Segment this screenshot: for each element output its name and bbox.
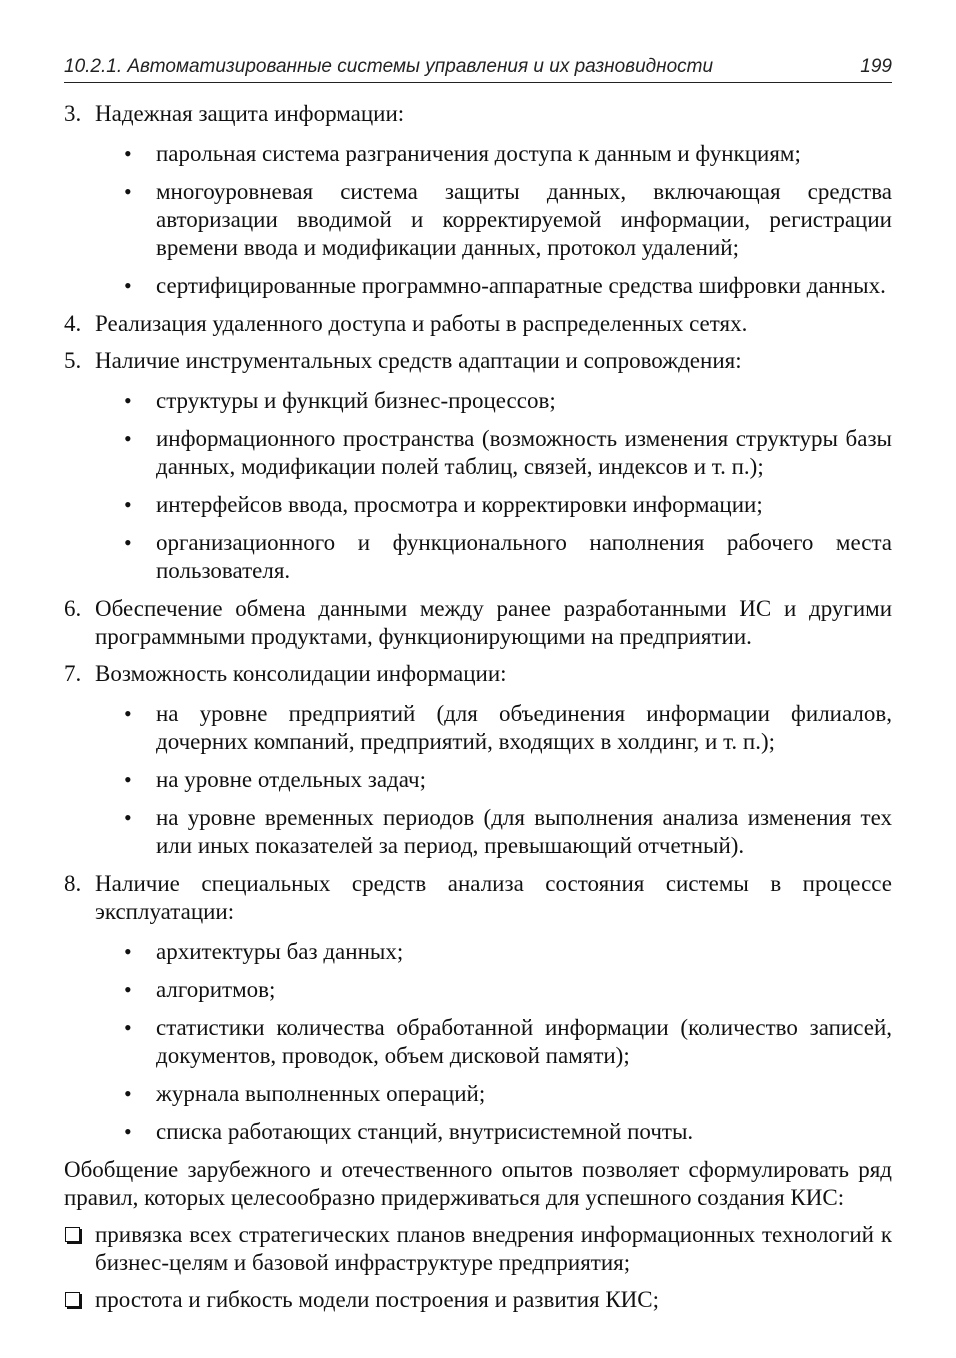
bullet-list bbox=[95, 938, 892, 1146]
bullet-text: сертифицированные программно-аппаратные средства шифровки данных. bbox=[156, 273, 886, 298]
bullet-icon: • bbox=[124, 388, 132, 413]
item-text: Надежная защита информации: bbox=[95, 101, 405, 126]
bullet-item bbox=[95, 178, 892, 262]
bullet-icon: • bbox=[124, 1015, 132, 1040]
bullet-icon: • bbox=[124, 805, 132, 830]
numbered-item bbox=[64, 100, 892, 300]
bullet-item bbox=[95, 766, 892, 794]
bullet-icon: • bbox=[124, 939, 132, 964]
item-number: 7. bbox=[64, 661, 82, 686]
checklist-text: привязка всех стратегических планов внедрения информационных технологий к бизнес-целям и базовой инфраструктуре предприятия; bbox=[95, 1222, 892, 1275]
item-number: 3. bbox=[64, 101, 82, 126]
bullet-item bbox=[95, 938, 892, 966]
bullet-icon: • bbox=[124, 492, 132, 517]
item-number: 6. bbox=[64, 596, 82, 621]
bullet-item bbox=[95, 804, 892, 860]
item-number: 4. bbox=[64, 311, 82, 336]
bullet-item bbox=[95, 140, 892, 168]
body-paragraph: Обобщение зарубежного и отечественного опытов позволяет сформулировать ряд правил, которых целесообразно придерживаться для успешного создания КИС: bbox=[64, 1157, 892, 1210]
bullet-item bbox=[95, 1118, 892, 1146]
bullet-text: организационного и функционального наполнения рабочего места пользователя. bbox=[156, 530, 892, 583]
bullet-text: журнала выполненных операций; bbox=[156, 1081, 486, 1106]
bullet-icon: • bbox=[124, 1081, 132, 1106]
bullet-text: алгоритмов; bbox=[156, 977, 276, 1002]
bullet-icon: • bbox=[124, 141, 132, 166]
bullet-icon: • bbox=[124, 1119, 132, 1144]
page-number: 199 bbox=[860, 56, 892, 77]
numbered-item bbox=[64, 310, 892, 338]
bullet-icon: • bbox=[124, 530, 132, 555]
bullet-text: на уровне отдельных задач; bbox=[156, 767, 426, 792]
bullet-list bbox=[95, 140, 892, 300]
bullet-icon: • bbox=[124, 179, 132, 204]
item-text: Наличие специальных средств анализа состояния системы в процессе эксплуатации: bbox=[95, 871, 892, 924]
bullet-list bbox=[95, 700, 892, 860]
bullet-text: списка работающих станций, внутрисистемной почты. bbox=[156, 1119, 694, 1144]
bullet-item bbox=[95, 272, 892, 300]
bullet-icon: • bbox=[124, 426, 132, 451]
bullet-text: структуры и функций бизнес-процессов; bbox=[156, 388, 556, 413]
bullet-icon: • bbox=[124, 273, 132, 298]
running-header bbox=[64, 56, 892, 83]
bullet-item bbox=[95, 387, 892, 415]
item-number: 8. bbox=[64, 871, 82, 896]
bullet-item bbox=[95, 529, 892, 585]
bullet-item bbox=[95, 1080, 892, 1108]
numbered-item bbox=[64, 595, 892, 651]
numbered-item bbox=[64, 870, 892, 1146]
checkbox-icon bbox=[65, 1227, 80, 1242]
checklist-item bbox=[64, 1286, 892, 1314]
item-text: Обеспечение обмена данными между ранее разработанными ИС и другими программными продуктами, функционирующими на предприятии. bbox=[95, 596, 892, 649]
checklist-item bbox=[64, 1221, 892, 1277]
bullet-text: на уровне временных периодов (для выполнения анализа изменения тех или иных показателей за период, превышающий отчетный). bbox=[156, 805, 892, 858]
bullet-list bbox=[95, 387, 892, 585]
numbered-item bbox=[64, 660, 892, 860]
bullet-text: статистики количества обработанной информации (количество записей, документов, проводок, объем дисковой памяти); bbox=[156, 1015, 892, 1068]
bullet-text: интерфейсов ввода, просмотра и корректировки информации; bbox=[156, 492, 763, 517]
item-text: Возможность консолидации информации: bbox=[95, 661, 507, 686]
checklist-text: простота и гибкость модели построения и развития КИС; bbox=[95, 1287, 659, 1312]
item-text: Реализация удаленного доступа и работы в распределенных сетях. bbox=[95, 311, 748, 336]
checklist bbox=[64, 1221, 892, 1314]
bullet-item bbox=[95, 700, 892, 756]
bullet-icon: • bbox=[124, 977, 132, 1002]
bullet-text: информационного пространства (возможность изменения структуры базы данных, модификации полей таблиц, связей, индексов и т. п.); bbox=[156, 426, 892, 479]
checkbox-icon bbox=[65, 1292, 80, 1307]
bullet-text: парольная система разграничения доступа к данным и функциям; bbox=[156, 141, 801, 166]
bullet-text: архитектуры баз данных; bbox=[156, 939, 404, 964]
numbered-item bbox=[64, 347, 892, 585]
bullet-item bbox=[95, 976, 892, 1004]
bullet-text: многоуровневая система защиты данных, включающая средства авторизации вводимой и корректируемой информации, регистрации времени ввода и модификации данных, протокол удалений; bbox=[156, 179, 892, 260]
bullet-item bbox=[95, 425, 892, 481]
section-title: 10.2.1. Автоматизированные системы управления и их разновидности bbox=[64, 56, 714, 77]
bullet-icon: • bbox=[124, 767, 132, 792]
numbered-list bbox=[64, 100, 892, 1146]
item-number: 5. bbox=[64, 348, 82, 373]
bullet-item bbox=[95, 1014, 892, 1070]
item-text: Наличие инструментальных средств адаптации и сопровождения: bbox=[95, 348, 742, 373]
bullet-text: на уровне предприятий (для объединения информации филиалов, дочерних компаний, предприятий, входящих в холдинг, и т. п.); bbox=[156, 701, 892, 754]
bullet-icon: • bbox=[124, 701, 132, 726]
page-content bbox=[64, 100, 892, 1323]
bullet-item bbox=[95, 491, 892, 519]
